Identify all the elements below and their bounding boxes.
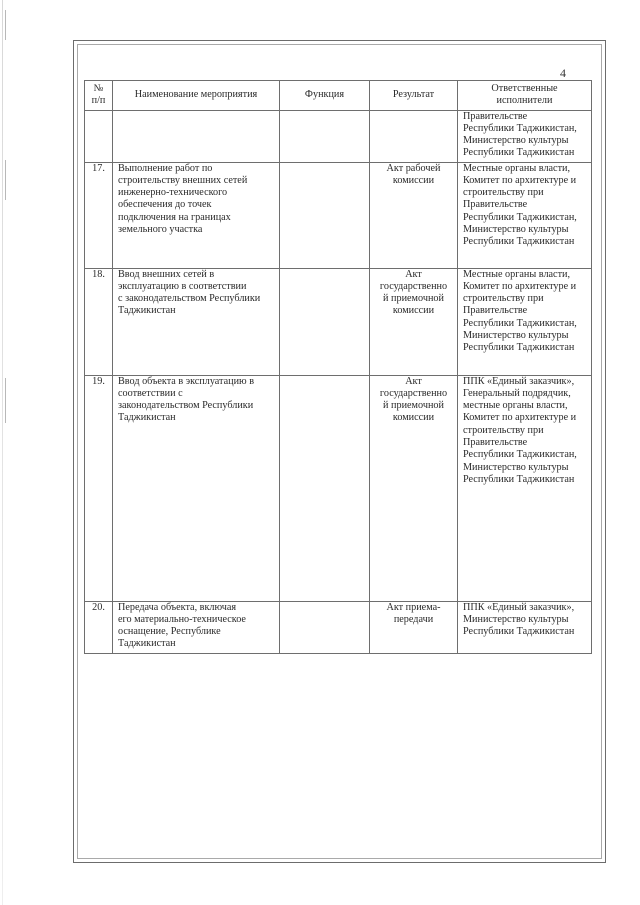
cell-text-line: й приемочной bbox=[383, 293, 444, 305]
cell-text-line: Местные органы власти, bbox=[463, 268, 571, 280]
cell-text-line: эксплуатацию в соответствии bbox=[118, 280, 247, 292]
row-function bbox=[280, 375, 370, 601]
row-function bbox=[280, 601, 370, 653]
cell-text-line: Ответственные bbox=[491, 83, 558, 94]
row-function bbox=[280, 110, 370, 162]
cell-text-line: Местные органы власти, bbox=[463, 162, 571, 174]
cell-text-line: Выполнение работ по bbox=[118, 162, 213, 174]
cell-text-line: й приемочной bbox=[383, 400, 444, 412]
cell-text-line: Министерство культуры bbox=[463, 330, 569, 342]
cell-text-line: Республики Таджикистан bbox=[463, 342, 575, 354]
cell-text-line: ППК «Единый заказчик», bbox=[463, 601, 575, 613]
cell-text-line: строительству внешних сетей bbox=[118, 174, 248, 186]
cell-text-line: Правительстве bbox=[463, 437, 528, 449]
row-result bbox=[370, 162, 458, 268]
cell-text-line: 18. bbox=[92, 268, 105, 280]
header-num bbox=[85, 81, 113, 111]
row-responsible bbox=[458, 375, 592, 601]
cell-text-line: Результат bbox=[392, 89, 435, 101]
row-name bbox=[113, 268, 280, 375]
cell-text-line: Республики Таджикистан bbox=[463, 473, 575, 485]
row-name bbox=[113, 110, 280, 162]
cell-text-line: обеспечения до точек bbox=[118, 199, 212, 211]
cell-text-line: инженерно-технического bbox=[118, 187, 228, 199]
row-result bbox=[370, 268, 458, 375]
cell-text-line: Таджикистан bbox=[118, 305, 176, 317]
cell-text-line: Министерство культуры bbox=[463, 135, 569, 147]
table-row bbox=[85, 162, 592, 268]
cell-text-line: строительству при bbox=[463, 424, 544, 436]
header-function bbox=[280, 81, 370, 111]
header-responsible bbox=[458, 81, 592, 111]
cell-text-line: соответствии с bbox=[118, 387, 183, 399]
cell-text-line: комиссии bbox=[392, 174, 435, 186]
cell-text-line: Правительстве bbox=[463, 110, 528, 122]
scan-mark bbox=[5, 10, 6, 40]
cell-text-line: Правительстве bbox=[463, 199, 528, 211]
row-responsible bbox=[458, 601, 592, 653]
cell-text-line: Министерство культуры bbox=[463, 461, 569, 473]
cell-text-line: 19. bbox=[92, 375, 105, 387]
cell-text-line: Наименование мероприятия bbox=[134, 89, 258, 101]
row-responsible bbox=[458, 268, 592, 375]
cell-text-line: Республики Таджикистан, bbox=[463, 211, 577, 223]
cell-text-line: Генеральный подрядчик, bbox=[463, 387, 571, 399]
cell-text-line: Правительстве bbox=[463, 305, 528, 317]
scan-mark bbox=[5, 378, 6, 423]
row-function bbox=[280, 268, 370, 375]
cell-text-line: Акт рабочей bbox=[386, 162, 441, 174]
table-row bbox=[85, 110, 592, 162]
scan-edge bbox=[2, 0, 3, 905]
scan-mark bbox=[5, 160, 6, 200]
cell-text-line: государственно bbox=[379, 387, 448, 399]
cell-text-line: Республики Таджикистан, bbox=[463, 449, 577, 461]
cell-text-line: с законодательством Республики bbox=[118, 293, 261, 305]
cell-text-line: Министерство культуры bbox=[463, 224, 569, 236]
cell-text-line: комиссии bbox=[392, 412, 435, 424]
cell-text-line: Таджикистан bbox=[118, 412, 176, 424]
cell-text-line: земельного участка bbox=[118, 224, 203, 236]
cell-text-line: строительству при bbox=[463, 187, 544, 199]
cell-text-line: законодательством Республики bbox=[118, 400, 254, 412]
cell-text-line: Комитет по архитектуре и bbox=[463, 174, 577, 186]
cell-text-line: Ввод внешних сетей в bbox=[118, 268, 215, 280]
cell-text-line: Передача объекта, включая bbox=[118, 601, 237, 613]
row-num bbox=[85, 601, 113, 653]
page-number: 4 bbox=[560, 66, 566, 80]
cell-text-line: местные органы власти, bbox=[463, 400, 568, 412]
cell-text-line: Ввод объекта в эксплуатацию в bbox=[118, 375, 255, 387]
cell-text-line: исполнители bbox=[496, 95, 553, 107]
cell-text-line: передачи bbox=[393, 613, 434, 625]
row-num bbox=[85, 162, 113, 268]
cell-text-line: Комитет по архитектуре и bbox=[463, 280, 577, 292]
row-function bbox=[280, 162, 370, 268]
row-name bbox=[113, 601, 280, 653]
cell-text-line: строительству при bbox=[463, 293, 544, 305]
table-row bbox=[85, 268, 592, 375]
cell-text-line: Акт приема- bbox=[386, 601, 441, 613]
cell-text-line: № bbox=[93, 83, 104, 94]
cell-text-line: 17. bbox=[92, 162, 105, 174]
row-responsible bbox=[458, 162, 592, 268]
activities-table bbox=[84, 80, 592, 654]
row-responsible bbox=[458, 110, 592, 162]
row-num bbox=[85, 375, 113, 601]
row-name bbox=[113, 375, 280, 601]
cell-text-line: Акт bbox=[405, 375, 422, 387]
cell-text-line: ППК «Единый заказчик», bbox=[463, 375, 575, 387]
cell-text-line: оснащение, Республике bbox=[118, 626, 221, 638]
table-header-row bbox=[85, 81, 592, 111]
cell-text-line: его материально-техническое bbox=[118, 613, 246, 625]
header-name bbox=[113, 81, 280, 111]
cell-text-line: Республики Таджикистан bbox=[463, 147, 575, 159]
header-result bbox=[370, 81, 458, 111]
cell-text-line: Республики Таджикистан, bbox=[463, 122, 577, 134]
cell-text-line: подключения на границах bbox=[118, 211, 231, 223]
cell-text-line: п/п bbox=[91, 95, 106, 107]
cell-text-line: Республики Таджикистан bbox=[463, 626, 575, 638]
cell-text-line: комиссии bbox=[392, 305, 435, 317]
cell-text-line: Республики Таджикистан bbox=[463, 236, 575, 248]
table-row bbox=[85, 601, 592, 653]
row-result bbox=[370, 110, 458, 162]
cell-text-line: Таджикистан bbox=[118, 638, 176, 650]
cell-text-line: 20. bbox=[92, 601, 105, 613]
cell-text-line: государственно bbox=[379, 280, 448, 292]
cell-text-line: Функция bbox=[304, 89, 345, 101]
row-num bbox=[85, 268, 113, 375]
cell-text-line: Республики Таджикистан, bbox=[463, 317, 577, 329]
row-result bbox=[370, 601, 458, 653]
cell-text-line: Министерство культуры bbox=[463, 613, 569, 625]
table-row bbox=[85, 375, 592, 601]
row-num bbox=[85, 110, 113, 162]
cell-text-line: Комитет по архитектуре и bbox=[463, 412, 577, 424]
row-name bbox=[113, 162, 280, 268]
cell-text-line: Акт bbox=[405, 268, 422, 280]
row-result bbox=[370, 375, 458, 601]
